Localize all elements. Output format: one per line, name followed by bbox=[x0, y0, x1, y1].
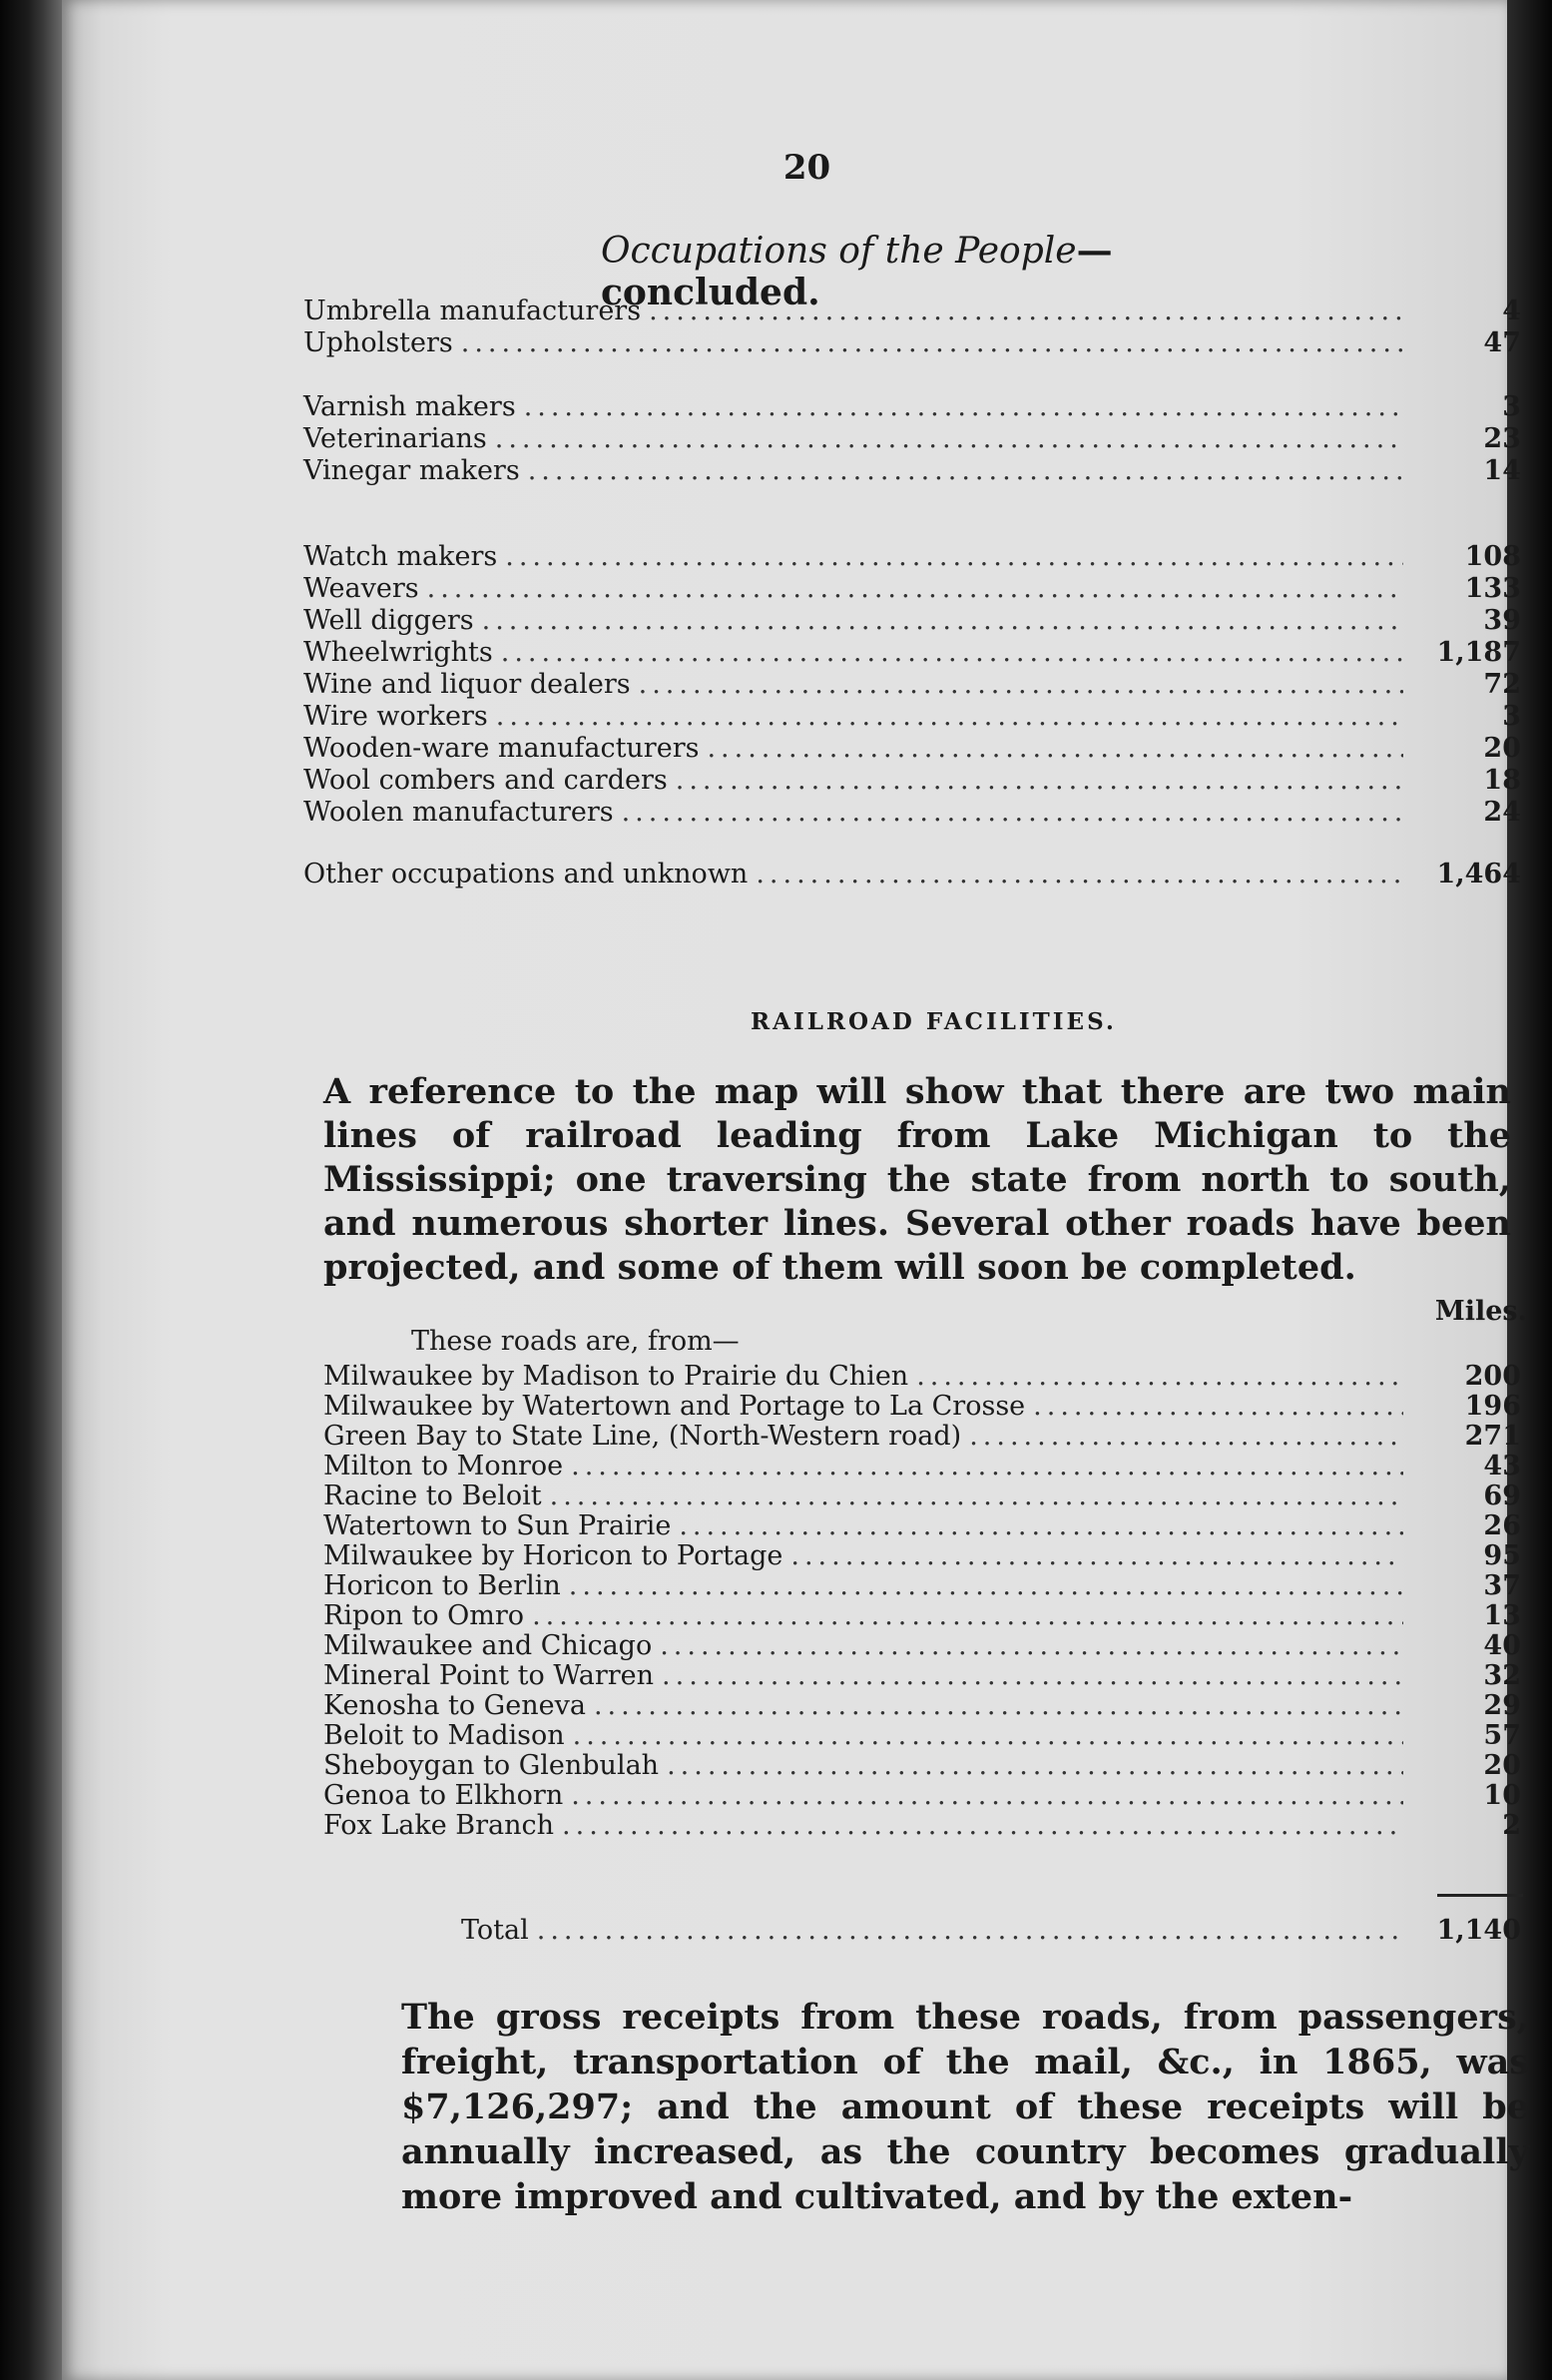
list-item bbox=[323, 1781, 1521, 1811]
list-item bbox=[303, 733, 1521, 765]
dot-leader bbox=[679, 1511, 1403, 1541]
item-value: 133 bbox=[1464, 573, 1521, 604]
list-item bbox=[323, 1751, 1521, 1781]
item-label: Vinegar makers bbox=[303, 455, 520, 486]
dot-leader bbox=[532, 1601, 1403, 1631]
dot-leader bbox=[571, 1781, 1403, 1811]
dot-leader bbox=[916, 1362, 1403, 1392]
item-value: 196 bbox=[1464, 1391, 1521, 1422]
dot-leader bbox=[660, 1631, 1403, 1661]
dot-leader bbox=[496, 701, 1403, 733]
dot-leader bbox=[756, 859, 1403, 891]
dot-leader bbox=[495, 423, 1403, 455]
dot-leader bbox=[622, 797, 1403, 829]
list-item bbox=[303, 573, 1521, 605]
list-item bbox=[323, 1452, 1521, 1482]
item-label: Weavers bbox=[303, 573, 419, 604]
item-value: 20 bbox=[1483, 1750, 1521, 1781]
list-item bbox=[303, 296, 1521, 327]
item-value: 32 bbox=[1483, 1660, 1521, 1691]
item-value: 37 bbox=[1483, 1570, 1521, 1601]
item-label: Other occupations and unknown bbox=[303, 859, 749, 890]
item-label: Beloit to Madison bbox=[323, 1720, 565, 1751]
dot-leader bbox=[461, 327, 1403, 359]
item-label: Sheboygan to Glenbulah bbox=[323, 1750, 660, 1781]
item-value: 3 bbox=[1502, 701, 1521, 732]
list-item bbox=[303, 391, 1521, 423]
dot-leader bbox=[649, 296, 1403, 327]
item-label: Well diggers bbox=[303, 605, 474, 636]
item-label: Horicon to Berlin bbox=[323, 1570, 561, 1601]
list-item bbox=[323, 1362, 1521, 1392]
item-label: Wire workers bbox=[303, 701, 488, 732]
item-value: 1,187 bbox=[1436, 637, 1521, 668]
dot-leader bbox=[707, 733, 1403, 765]
dot-leader bbox=[969, 1422, 1403, 1452]
list-item bbox=[323, 1721, 1521, 1751]
item-label: Umbrella manufacturers bbox=[303, 296, 642, 326]
item-label: Wooden-ware manufacturers bbox=[303, 733, 700, 764]
dot-leader bbox=[571, 1452, 1403, 1482]
total-label: Total bbox=[461, 1915, 529, 1946]
item-label: Watch makers bbox=[303, 541, 498, 572]
dot-leader bbox=[482, 605, 1403, 637]
list-item bbox=[303, 605, 1521, 637]
list-item bbox=[303, 701, 1521, 733]
item-label: Mineral Point to Warren bbox=[323, 1660, 655, 1691]
book-page bbox=[62, 0, 1529, 2380]
item-value: 39 bbox=[1483, 605, 1521, 636]
occupations-other bbox=[303, 859, 1521, 891]
item-label: Milwaukee by Horicon to Portage bbox=[323, 1540, 783, 1571]
list-item bbox=[323, 1392, 1521, 1422]
item-value: 69 bbox=[1483, 1481, 1521, 1511]
item-value: 23 bbox=[1483, 423, 1521, 454]
occupations-group-w bbox=[303, 541, 1521, 829]
item-label: Veterinarians bbox=[303, 423, 487, 454]
item-value: 14 bbox=[1483, 455, 1521, 486]
item-label: Milwaukee by Watertown and Portage to La Crosse bbox=[323, 1391, 1026, 1422]
book-binding bbox=[0, 0, 62, 2380]
list-item bbox=[303, 669, 1521, 701]
dot-leader bbox=[524, 391, 1403, 423]
dot-leader bbox=[790, 1541, 1403, 1571]
miles-column-header: Miles. bbox=[1434, 1296, 1527, 1327]
item-value: 20 bbox=[1483, 733, 1521, 764]
list-item bbox=[303, 637, 1521, 669]
list-item bbox=[323, 1661, 1521, 1691]
list-item bbox=[303, 455, 1521, 487]
list-item bbox=[303, 541, 1521, 573]
list-item bbox=[323, 1482, 1521, 1511]
item-value: 108 bbox=[1464, 541, 1521, 572]
item-value: 95 bbox=[1483, 1540, 1521, 1571]
item-label: Green Bay to State Line, (North-Western road) bbox=[323, 1421, 962, 1452]
dot-leader bbox=[501, 637, 1403, 669]
item-value: 43 bbox=[1483, 1451, 1521, 1482]
item-label: Ripon to Omro bbox=[323, 1600, 525, 1631]
item-label: Wool combers and carders bbox=[303, 765, 668, 796]
item-value: 1,464 bbox=[1436, 859, 1521, 890]
list-item bbox=[323, 1422, 1521, 1452]
list-item bbox=[303, 327, 1521, 359]
page-number: 20 bbox=[782, 148, 831, 188]
item-value: 10 bbox=[1483, 1780, 1521, 1811]
list-item bbox=[323, 1571, 1521, 1601]
item-value: 40 bbox=[1483, 1630, 1521, 1661]
dot-leader bbox=[569, 1571, 1403, 1601]
heading-italic: Occupations of the People bbox=[601, 231, 1077, 272]
item-label: Milton to Monroe bbox=[323, 1451, 564, 1482]
item-value: 29 bbox=[1483, 1690, 1521, 1721]
total-rule bbox=[1437, 1894, 1523, 1897]
item-value: 18 bbox=[1483, 765, 1521, 796]
list-item bbox=[323, 1811, 1521, 1841]
roads-total bbox=[461, 1915, 1521, 1947]
item-value: 271 bbox=[1464, 1421, 1521, 1452]
dot-leader bbox=[573, 1721, 1403, 1751]
dot-leader bbox=[562, 1811, 1403, 1841]
list-item bbox=[323, 1541, 1521, 1571]
total-row bbox=[461, 1915, 1521, 1947]
item-value: 57 bbox=[1483, 1720, 1521, 1751]
item-label: Woolen manufacturers bbox=[303, 797, 614, 828]
section-title: RAILROAD FACILITIES. bbox=[751, 1008, 1117, 1035]
item-value: 47 bbox=[1483, 327, 1521, 358]
item-label: Wine and liquor dealers bbox=[303, 669, 631, 700]
dot-leader bbox=[639, 669, 1403, 701]
dot-leader bbox=[662, 1661, 1403, 1691]
list-item bbox=[303, 859, 1521, 891]
roads-list bbox=[323, 1362, 1521, 1841]
item-label: Watertown to Sun Prairie bbox=[323, 1510, 672, 1541]
item-label: Kenosha to Geneva bbox=[323, 1690, 586, 1721]
item-value: 3 bbox=[1502, 391, 1521, 422]
item-label: Wheelwrights bbox=[303, 637, 493, 668]
dot-leader bbox=[676, 765, 1403, 797]
item-label: Varnish makers bbox=[303, 391, 516, 422]
list-item bbox=[303, 423, 1521, 455]
list-item bbox=[303, 797, 1521, 829]
item-value: 72 bbox=[1483, 669, 1521, 700]
paragraph-railroads: A reference to the map will show that there are two main lines of railroad leading from Lake Michigan to the Mississippi; one traversing the state from north to south, and numerous shorter lines. Several other roads have been projected, and some of them will soon be completed. bbox=[323, 1071, 1511, 1288]
dot-leader bbox=[528, 455, 1403, 487]
item-label: Milwaukee and Chicago bbox=[323, 1630, 653, 1661]
occupations-group-u bbox=[303, 296, 1521, 359]
list-item bbox=[323, 1511, 1521, 1541]
dot-leader bbox=[505, 541, 1403, 573]
item-value: 2 bbox=[1502, 1810, 1521, 1841]
item-label: Milwaukee by Madison to Prairie du Chien bbox=[323, 1361, 909, 1392]
total-value: 1,140 bbox=[1436, 1915, 1521, 1946]
list-item bbox=[303, 765, 1521, 797]
dot-leader bbox=[427, 573, 1403, 605]
item-label: Upholsters bbox=[303, 327, 453, 358]
dot-leader bbox=[594, 1691, 1403, 1721]
list-item bbox=[323, 1631, 1521, 1661]
item-label: Genoa to Elkhorn bbox=[323, 1780, 564, 1811]
item-label: Fox Lake Branch bbox=[323, 1810, 555, 1841]
item-value: 200 bbox=[1464, 1361, 1521, 1392]
heading-suffix: —concluded. bbox=[601, 230, 1113, 313]
item-value: 26 bbox=[1483, 1510, 1521, 1541]
dot-leader bbox=[1033, 1392, 1403, 1422]
item-value: 24 bbox=[1483, 797, 1521, 828]
dot-leader bbox=[537, 1915, 1403, 1947]
list-item bbox=[323, 1691, 1521, 1721]
roads-intro: These roads are, from— bbox=[411, 1326, 740, 1357]
paragraph-receipts: The gross receipts from these roads, from passengers, freight, transportation of the mail, &c., in 1865, was $7,126,297; and the amount of these receipts will be annually increased, as the country becomes gradually more improved and cultivated, and by the exten- bbox=[401, 1997, 1529, 2217]
dot-leader bbox=[550, 1482, 1403, 1511]
item-label: Racine to Beloit bbox=[323, 1481, 542, 1511]
occupations-group-v bbox=[303, 391, 1521, 487]
list-item bbox=[323, 1601, 1521, 1631]
item-value: 4 bbox=[1502, 296, 1521, 326]
item-value: 13 bbox=[1483, 1600, 1521, 1631]
dot-leader bbox=[667, 1751, 1403, 1781]
